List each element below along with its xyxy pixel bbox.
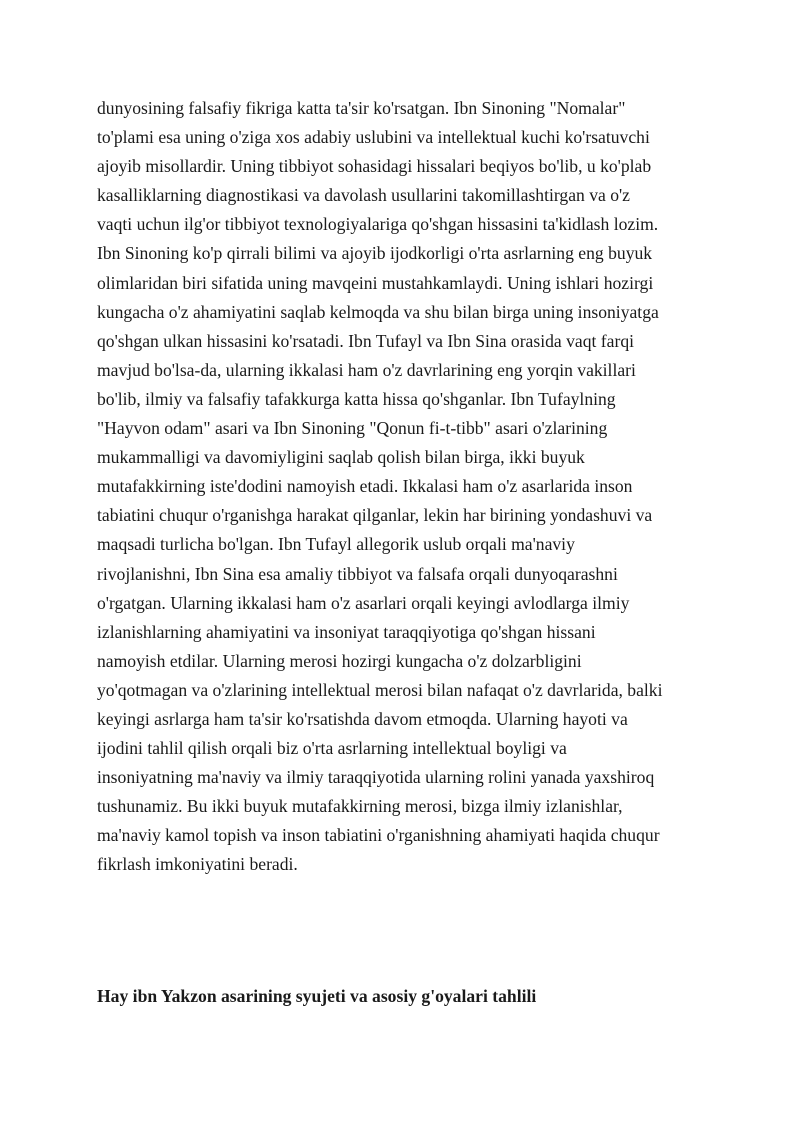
paragraph-line: mavjud bo'lsa-da, ularning ikkalasi ham o'z davrlarining eng yorqin vakillari [97, 359, 636, 380]
paragraph-line: dunyosining falsafiy fikriga katta ta'sir ko'rsatgan. Ibn Sinoning "Nomalar" [97, 98, 626, 118]
paragraph-line: Ibn Sinoning ko'p qirrali bilimi va ajoyib ijodkorligi o'rta asrlarning eng buyuk [97, 243, 653, 264]
paragraph-line: insoniyatning ma'naviy va ilmiy taraqqiyotida ularning rolini yanada yaxshiroq [97, 767, 655, 788]
paragraph-line: izlanishlarning ahamiyatini va insoniyat taraqqiyotiga qo'shgan hissani [97, 621, 596, 642]
paragraph-line: tushunamiz. Bu ikki buyuk mutafakkirning merosi, bizga ilmiy izlanishlar, [97, 796, 623, 817]
paragraph-line: tabiatini chuqur o'rganishga harakat qilganlar, lekin har birining yondashuvi va [97, 505, 653, 526]
paragraph-line: fikrlash imkoniyatini beradi. [97, 854, 298, 875]
paragraph-line: ijodini tahlil qilish orqali biz o'rta asrlarning intellektual boyligi va [97, 738, 567, 759]
paragraph-line: kasalliklarning diagnostikasi va davolash usullarini takomillashtirgan va o'z [97, 185, 630, 206]
paragraph-line: o'rgatgan. Ularning ikkalasi ham o'z asarlari orqali keyingi avlodlarga ilmiy [97, 592, 630, 613]
paragraph-line: namoyish etdilar. Ularning merosi hozirgi kungacha o'z dolzarbligini [97, 650, 582, 671]
paragraph-line: bo'lib, ilmiy va falsafiy tafakkurga katta hissa qo'shganlar. Ibn Tufaylning [97, 388, 616, 409]
paragraph-line: kungacha o'z ahamiyatini saqlab kelmoqda va shu bilan birga uning insoniyatga [97, 301, 659, 322]
body-paragraph [97, 94, 713, 880]
paragraph-line: olimlaridan biri sifatida uning mavqeini mustahkamlaydi. Uning ishlari hozirgi [97, 272, 654, 293]
paragraph-line: ma'naviy kamol topish va inson tabiatini o'rganishning ahamiyati haqida chuqur [97, 825, 660, 846]
paragraph-line: to'plami esa uning o'ziga xos adabiy uslubini va intellektual kuchi ko'rsatuvchi [97, 127, 650, 148]
paragraph-line: rivojlanishni, Ibn Sina esa amaliy tibbiyot va falsafa orqali dunyoqarashni [97, 563, 618, 584]
paragraph-line: yo'qotmagan va o'zlarining intellektual merosi bilan nafaqat o'z davrlarida, balki [97, 679, 663, 700]
paragraph-line: mukammalligi va davomiyligini saqlab qolish bilan birga, ikki buyuk [97, 447, 585, 468]
paragraph-line: maqsadi turlicha bo'lgan. Ibn Tufayl allegorik uslub orqali ma'naviy [97, 534, 575, 555]
paragraph-line: qo'shgan ulkan hissasini ko'rsatadi. Ibn Tufayl va Ibn Sina orasida vaqt farqi [97, 330, 635, 351]
paragraph-line: mutafakkirning iste'dodini namoyish etadi. Ikkalasi ham o'z asarlarida inson [97, 476, 633, 497]
paragraph-line: "Hayvon odam" asari va Ibn Sinoning "Qonun fi-t-tibb" asari o'zlarining [97, 418, 608, 439]
section-heading: Hay ibn Yakzon asarining syujeti va asosiy g'oyalari tahlili [97, 986, 537, 1006]
paragraph-line: keyingi asrlarga ham ta'sir ko'rsatishda davom etmoqda. Ularning hayoti va [97, 708, 628, 729]
paragraph-line: vaqti uchun ilg'or tibbiyot texnologiyalariga qo'shgan hissasini ta'kidlash lozim. [97, 214, 659, 235]
paragraph-line: ajoyib misollardir. Uning tibbiyot sohasidagi hissalari beqiyos bo'lib, u ko'plab [97, 156, 652, 177]
